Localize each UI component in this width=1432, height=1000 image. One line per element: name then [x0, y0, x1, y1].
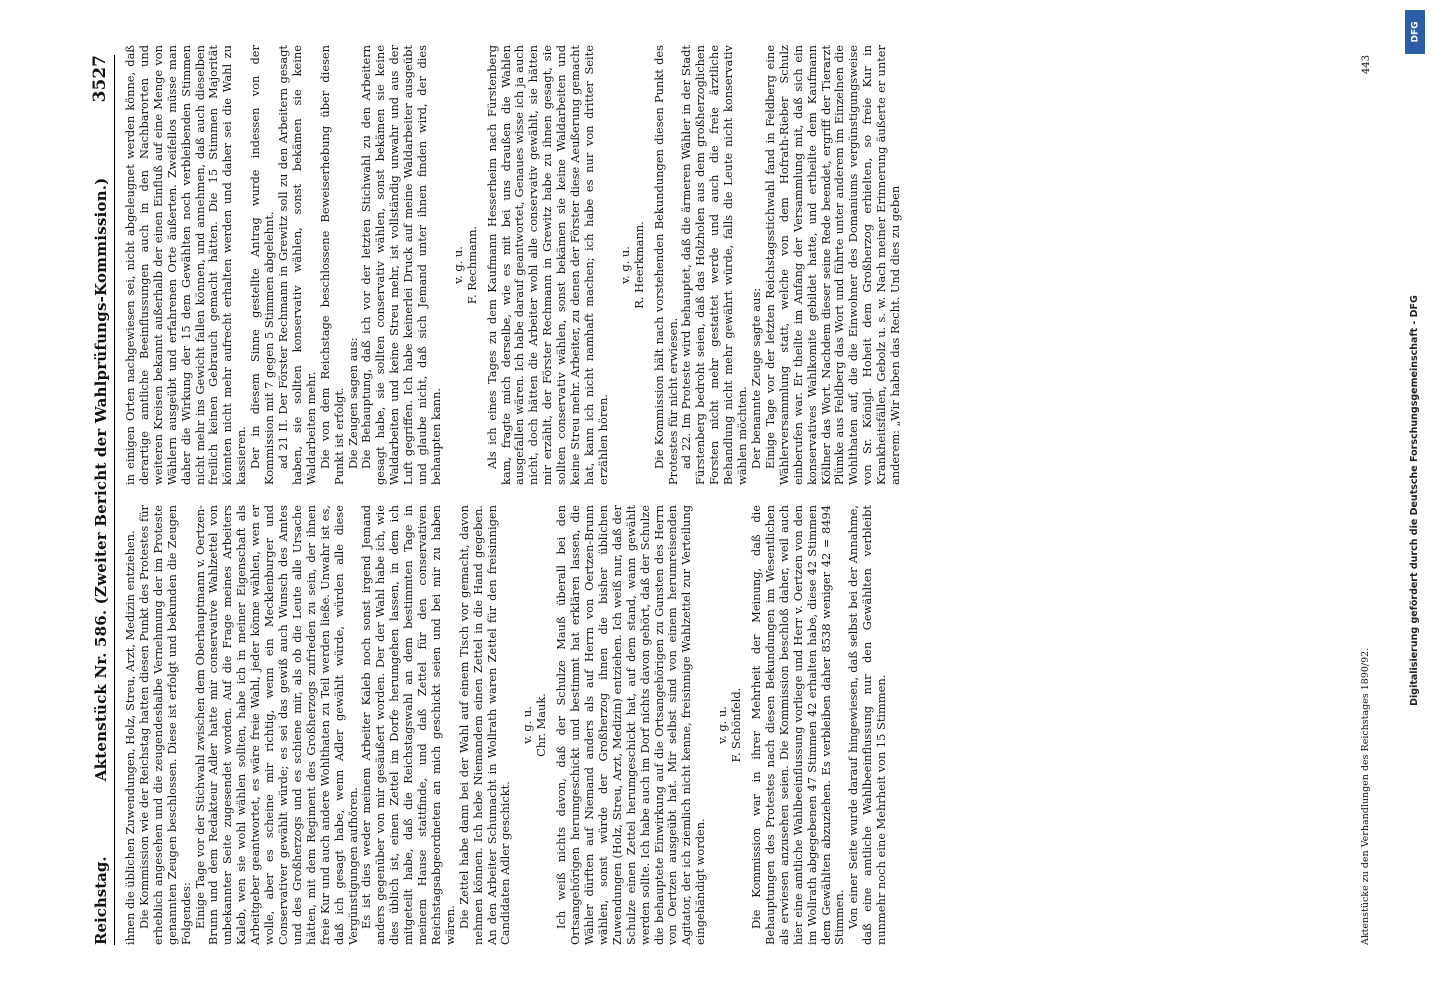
paragraph: Von einer Seite wurde darauf hingewiesen, daß selbst bei der Annahme, daß eine amtliche Wahlbeeinflussung nur den Gewählten verbleibt nunmehr noch eine Mehrheit von 15 Stimmen.	[846, 505, 889, 945]
dfg-logo-text: DFG	[1410, 21, 1421, 43]
paragraph: Der benannte Zeuge sagte aus:	[748, 287, 763, 469]
header-title: Aktenstück Nr. 586. (Zweiter Bericht der Wahlprüfungs-Kommission.)	[92, 177, 110, 782]
signature-name: R. Heerkmann.	[631, 221, 646, 309]
signature-marker: 443	[1361, 55, 1372, 75]
paragraph: Die Zeugen sagen aus:	[345, 337, 360, 469]
signature-block	[619, 45, 647, 485]
signature-block	[452, 45, 480, 485]
paragraph: Die Kommission war in ihrer Mehrheit der Meinung, daß die Behauptungen des Protestes nach diesen Bekundungen im Wesentlichen als erwiesen anzusehen seien. Die Kommission beschloß daher, weil auch hier eine amtliche Wahlbeeinflussung vorliege und Herr v. Oertzen von den im Wollrath abgegebenen 47 Stimmen 42 erhalten habe, diese 42 Stimmen dem Gewählten abzuziehen. Es verbleiben daher 8538 weniger 42 = 8494 Stimmen.	[748, 505, 847, 945]
paragraph: Die Kommission hält nach vorstehenden Bekundungen diesen Punkt des Protestes für nicht erwiesen.	[651, 45, 680, 485]
signature-block	[716, 505, 744, 945]
paragraph: Die von dem Reichstage beschlossene Beweiserhebung über diesen Punkt ist erfolgt.	[317, 45, 346, 485]
signature-block	[521, 505, 549, 945]
footnote: Aktenstücke zu den Verhandlungen des Reichstages 1890/92.	[1360, 647, 1371, 945]
signature-vgu: v. g. u.	[450, 246, 465, 284]
page-number: 3527	[90, 55, 110, 103]
paragraph: Es ist dies weder meinem Arbeiter Kaleb noch sonst irgend Jemand anders gegenüber von mir gesäußert worden. Der der Wahl habe ich, wie dies üblich ist, einen Zettel im Dorfe herumgehen lassen, in dem ich mitgeteilt habe, daß die Reichstagswahl an dem bestimmten Tage in meinem Hause stattfinde, und daß Zettel für den conservativen Reichstagsabgeordneten an mich geschickt seien und bei mir zu haben wären.	[359, 505, 457, 945]
paragraph: ad 21 II. Der Förster Rechmann in Grewitz soll zu den Arbeitern gesagt haben, sie sollten konservativ wählen, sonst bekämen sie keine Waldarbeiten mehr.	[275, 45, 318, 485]
signature-name: Chr. Mauk.	[534, 693, 549, 757]
paragraph: Der in diesem Sinne gestellte Antrag wurde indessen von der Kommission mit 7 gegen 5 Stimmen abgelehnt.	[248, 45, 277, 485]
signature-name: F. Schönfeld.	[729, 687, 744, 763]
paragraph: in einigen Orten nachgewiesen sei, nicht abgeleugnet werden könne, daß derartige amtliche Beeinflussungen auch in den Nachbarorten und weiteren Kreisen bekannt außerhalb der einen Einfluß auf eine Menge von Wählern ausgeübt und erfahrenen Orte äußerten. Zweifellos müsse man daher die Wirkung der 15 dem Gewählten noch verbleibenden Stimmen nicht mehr ins Gewicht fallen können, und annehmen, daß auch dieselben freilich keinen Gebrauch gemacht hätten. Die 15 Stimmen Majorität könnten nicht mehr aufrecht erhalten werden und daher sei die Wahl zu kassieren.	[123, 45, 249, 485]
paragraph: Ich weiß nichts davon, daß der Schulze Mauß überall bei den Ortsangehörigen herumgeschickt und bestimmt hat erklären lassen, die Wähler dürften auf Niemand anders als auf Herrn von Oertzen-Brunn wählen, sonst würde der Großherzog ihnen die bisher üblichen Zuwendungen (Holz, Streu, Arzt, Medizin) entziehen. Ich weiß nur, daß der Schulze einen Zettel herumgeschickt hat, auf dem stand, wann gewählt werden sollte. Ich habe auch im Dorf nichts davon gehört, daß der Schulze die behauptete Einwirkung auf die Ortsangehörigen zu Gunsten des Herrn von Oertzen ausgeübt hat. Mir selbst sind von einem herumreisenden Agitator, der ich ziemlich nicht kenne, freisinnige Wahlzettel zur Verteilung eingehändigt worden.	[554, 505, 708, 945]
paragraph: Die Behauptung, daß ich vor der letzten Stichwahl zu den Arbeitern gesagt habe, sie sollten conservativ wählen, sonst bekämen sie keine Waldarbeiten und keine Streu mehr, ist vollständig unwahr und aus der Luft gegriffen. Ich habe keinerlei Druck auf meine Waldarbeiter ausgeübt und glaube nicht, daß sich Jemand unter ihnen finden wird, der dies behaupten kann.	[359, 45, 443, 485]
paragraph: Die Kommission wie der Reichstag hatten diesen Punkt des Protestes für erheblich angesehen und die zeugendeshalbe Vernehmung der im Proteste genannten Zeugen beschlossen. Diese ist erfolgt und bekunden die Zeugen Folgendes:	[136, 505, 193, 945]
paragraph: Einige Tage vor der Stichwahl zwischen dem Oberhauptmann v. Oertzen-Brunn und dem Redakteur Adler hatte mir conservative Wahlzettel von unbekannter Seite zugesendet worden. Auf die Frage meines Arbeiters Kaleb, wen sie wohl wählen sollten, habe ich in meiner Eigenschaft als Arbeitgeber geantwortet, es wäre freie Wahl, jeder könne wählen, wen er wolle, aber es scheine mir richtig, wenn ein Mecklenburger und Conservativer gewählt würde; es sei das gewiß auch Wunsch des Amtes und des Großherzogs und es schiene mir, als ob die Leute alle Ursache hätten, mit dem Regiment des Großherzogs zufrieden zu sein, der ihnen freie Kur und auch andere Wohlthaten zu Teil werden ließe. Unwahr ist es, daß ich gesagt habe, wenn Adler gewählt würde, würden alle diese Vergünstigungen aufhören.	[192, 505, 360, 945]
page-header	[80, 55, 115, 945]
funding-notice	[1402, 0, 1426, 1000]
signature-vgu: v. g. u.	[715, 706, 730, 744]
header-left: Reichstag.	[92, 856, 110, 945]
paragraph: Einige Tage vor der letzten Reichstagsstichwahl fand in Feldberg eine Wählerversammlung statt, welche von dem Hofrath-Rieber Schulz einberufen war. Er theilte im Anfang der Versammlung mit, daß sich ein konservatives Wahlkomite gebildet hatte, und ertheilte dem Kaufmann Köllner das Wort. Nachdem dieser seine Rede beendet, ergriff der Tierarzt Plümke aus Feldberg das Wort und führte unter anderem im Einzelnen die Wohlthaten auf, die die Einwohner des Domaniums vergünstigungsweise von Sr. Königl. Hoheit dem Großherzog erhielten, so freie Kur in Krankheitsfällen, Gebolz u. s. w. Nach meiner Erinnerung äußerte er unter anderem: „Wir haben das Recht. Und dies zu geben	[762, 45, 903, 485]
rotated-document	[46, 35, 1386, 965]
paragraph: Als ich eines Tages zu dem Kaufmann Hesserheim nach Fürstenberg kam, fragte mich derselbe, wie es mit bei uns draußen die Wahlen ausgefallen wären. Ich habe darauf geantwortet, Genaues wisse ich ja auch nicht, doch hätten die Arbeiter wohl alle conservativ gewählt, sie hätten mir erzählt, der Förster Rechmann in Grewitz habe zu ihnen gesagt, sie sollten conservativ wählen, sonst bekämen sie keine Waldarbeiten und keine Streu mehr. Arbeiter, zu denen der Förster diese Aeußerung gemacht hat, kann ich nicht namhaft machen; ich habe es nur von dritter Seite erzählen hören.	[484, 45, 610, 485]
left-column	[124, 505, 1350, 945]
signature-name: F. Rechmann.	[464, 225, 479, 305]
paragraph: ihnen die üblichen Zuwendungen, Holz, Streu, Arzt, Medizin entziehen.	[123, 530, 137, 945]
paragraph: ad 22. Im Proteste wird behauptet, daß die ärmeren Wähler in der Stadt Fürstenberg bedroht seien, daß das Holzholen aus dem großherzoglichen Forsten nicht mehr gestattet werde und auch die freie ärztliche Behandlung nicht mehr gewährt würde, falls die Leute nicht konservativ wählen möchten.	[679, 45, 750, 485]
signature-vgu: v. g. u.	[617, 246, 632, 284]
signature-vgu: v. g. u.	[520, 706, 535, 744]
right-column	[124, 45, 1350, 485]
funding-notice-text: Digitalisierung gefördert durch die Deutsche Forschungsgemeinschaft - DFG	[1408, 294, 1420, 706]
paragraph: Die Zettel habe dann bei der Wahl auf einem Tisch vor gemacht, davon nehmen können. Ich hebe Niemandem einen Zettel in die Hand gegeben. An den Arbeiter Schumacht in Wollrath waren Zettel für den freisinnigen Candidaten Adler geschickt.	[456, 505, 513, 945]
